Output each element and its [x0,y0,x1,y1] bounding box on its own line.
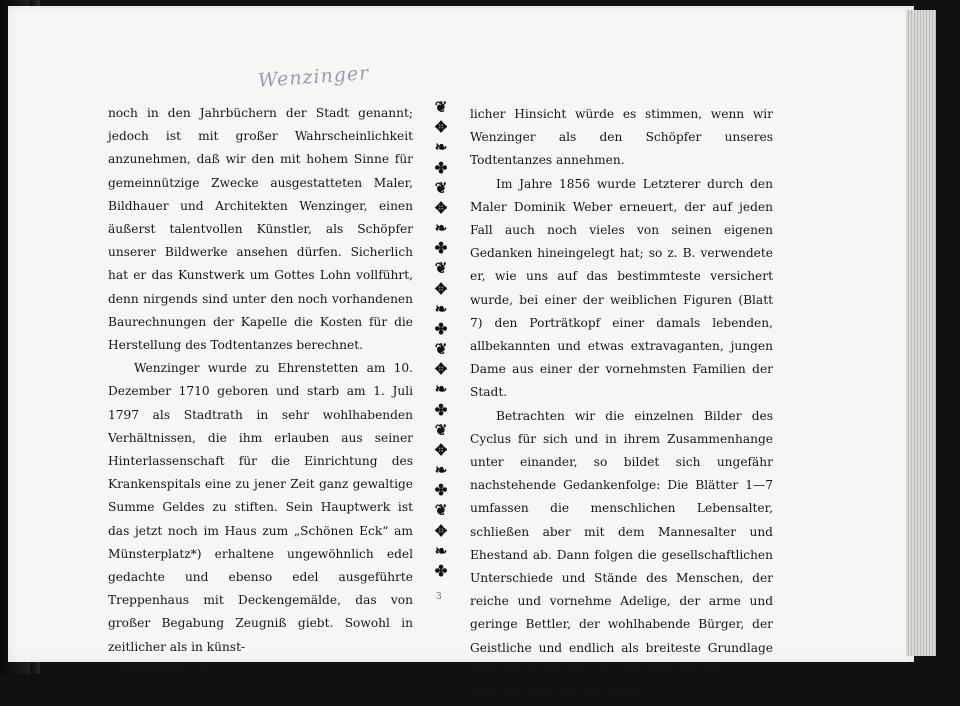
page-edges [906,10,936,656]
ornament-knot-icon: ✥ [434,521,448,540]
left-text-column [108,102,413,682]
ornament-knot-icon: ✥ [434,440,448,459]
page-number: 3 [436,592,442,602]
footnote: *) Münsterplatz 30. [108,663,212,676]
ornament-knot-icon: ❦ [434,98,448,116]
ornament-knot-icon: ❧ [434,299,448,318]
ornament-knot-icon: ❦ [434,420,448,439]
ornament-knot-icon: ✤ [434,481,448,500]
ornament-knot-icon: ❦ [434,501,448,520]
paragraph: Betrachten wir die einzelnen Bilder des Cyclus für sich und in ihrem Zusammenhange unter einander, so bildet sich ungefähr nachstehende Gedankenfolge: Die Blätter 1—7 umfassen die menschlichen Lebensalter, schließen aber mit dem Mannesalter und Ehestand ab. Dann folgen die gesellschaftlichen Unterschiede und Stände des Menschen, der reiche und vornehme Adelige, der arme und geringe Bettler, der wohlhabende Bürger, der Geistliche und endlich als breiteste Grundlage aller menschlichen Gesellschaft der Bauer, von dem die anderen alle leben. [470,408,773,702]
ornament-knot-icon: ✥ [434,198,448,217]
ornament-knot-icon: ✥ [434,279,448,298]
ornament-knot-icon: ❧ [434,219,448,238]
ornament-knot-icon: ❧ [434,380,448,399]
paragraph: Im Jahre 1856 wurde Letzterer durch den Maler Dominik Weber erneuert, der auf jeden Fall auch noch vieles von seinen eigenen Gedanken hineingelegt hat; so z. B. verwendete er, wie uns auf das bestimmteste versichert wurde, bei einer der weiblichen Figuren (Blatt 7) den Porträtkopf einer damals lebenden, allbekannten und etwas extravaganten, jungen Dame aus einer der vornehmsten Familien der Stadt. [470,176,773,400]
paragraph: Wenzinger wurde zu Ehrenstetten am 10. Dezember 1710 geboren und starb am 1. Juli 1797 als Stadtrath in sehr wohlhabenden Verhältnissen, die ihm erlauben aus seiner Hinterlassenschaft für die Einrichtung des Krankenspitals eine zu jener Zeit ganz gewaltige Summe Geldes zu stiften. Sein Hauptwerk ist das jetzt noch im Haus zum „Schönen Eck“ am Münsterplatz*) erhaltene ungewöhnlich edel gedachte und ebenso edel ausgeführte Treppenhaus mit Deckengemälde, das von großer Begabung Zeugniß giebt. Sowohl in zeitlicher als in künst- [108,361,413,654]
pencil-annotation: Wenzinger [257,62,370,92]
ornament-knot-icon: ✤ [434,158,448,177]
ornament-knot-icon: ✤ [434,319,448,338]
ornament-knot-icon: ❧ [434,541,448,560]
ornament-knot-icon: ✤ [434,239,448,258]
right-text-column [470,103,773,706]
paragraph: licher Hinsicht würde es stimmen, wenn wir Wenzinger als den Schöpfer unseres Todtentanzes annehmen. [470,107,773,168]
ornament-knot-icon: ✤ [434,561,448,580]
ornament-knot-icon: ❧ [434,138,448,157]
ornament-knot-icon: ✥ [434,118,448,137]
ornament-knot-icon: ❦ [434,340,448,359]
paragraph: noch in den Jahrbüchern der Stadt genannt; jedoch ist mit großer Wahrscheinlichkeit anzunehmen, daß wir den mit hohem Sinne für gemeinnützige Zwecke ausgestatteten Maler, Bildhauer und Architekten Wenzinger, einen äußerst talentvollen Künstler, als Schöpfer unserer Bildwerke ansehen dürfen. Sicherlich hat er das Kunstwerk um Gottes Lohn vollführt, denn nirgends sind unter den noch vorhandenen Baurechnungen der Kapelle die Kosten für die Herstellung des Todtentanzes berechnet. [108,106,413,353]
ornament-knot-icon: ❦ [434,259,448,278]
ornament-knot-icon: ✤ [434,400,448,419]
ornamental-border [430,100,452,578]
ornament-knot-icon: ❦ [434,178,448,197]
ornament-knot-icon: ✥ [434,360,448,379]
ornament-knot-icon: ❧ [434,461,448,480]
